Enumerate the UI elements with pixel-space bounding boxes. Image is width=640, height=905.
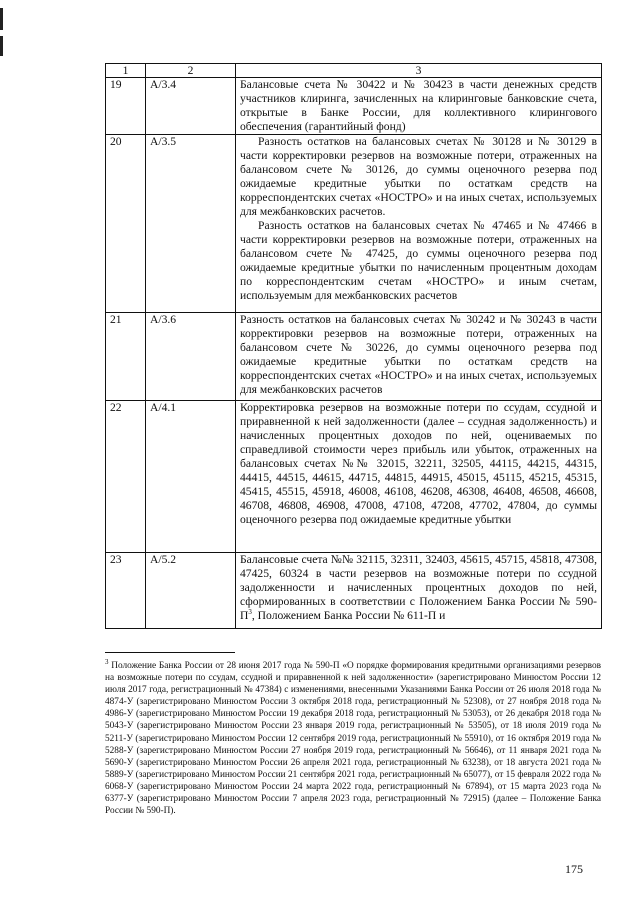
description-paragraph: Разность остатков на балансовых счетах № 30128 и № 30129 в части корректировки резервов на возможные потери, отраженных на балансовом счете № 30126, до суммы оценочного резерва под ожидаемые кредитные убытки по остаткам средств на корреспондентских счетах «НОСТРО» и на иных счетах, используемых для межбанковских расчетов. bbox=[240, 135, 597, 218]
description-paragraph: Разность остатков на балансовых счетах № 30242 и № 30243 в части корректировки резервов на возможные потери, отраженных на балансовом счете № 30226, до суммы оценочного резерва под ожидаемые кредитные убытки по остаткам средств на корреспондентских счетах «НОСТРО» и на иных счетах, используемых для межбанковских расчетов bbox=[240, 313, 597, 396]
row-number: 23 bbox=[106, 553, 146, 629]
column-header-description: 3 bbox=[236, 64, 602, 78]
row-number: 22 bbox=[106, 401, 146, 553]
row-description bbox=[236, 313, 602, 401]
table-row bbox=[106, 135, 602, 313]
table-row bbox=[106, 553, 602, 629]
column-header-number: 1 bbox=[106, 64, 146, 78]
row-number: 19 bbox=[106, 78, 146, 135]
row-description bbox=[236, 401, 602, 553]
description-paragraph: Балансовые счета № 30422 и № 30423 в части денежных средств участников клиринга, зачисленных на клиринговые банковские счета, открытые в Банке России, для коллективного клирингового обеспечения (гарантийный фонд) bbox=[240, 78, 597, 133]
table-row bbox=[106, 78, 602, 135]
footnote-ref[interactable]: 3 bbox=[248, 608, 252, 617]
footnote-text: Положение Банка России от 28 июня 2017 года № 590-П «О порядке формирования кредитными организациями резервов на возможные потери по ссудам, ссудной и приравненной к ней задолженности» (зарегистрировано Минюстом России 12 июля 2017 года, регистрационный № 47384) с изменениями, внесенными Указаниями Банка России от 26 июля 2018 года № 4874-У (зарегистрировано Минюстом России 3 октября 2018 года, регистрационный № 52308), от 27 ноября 2018 года № 4986-У (зарегистрировано Минюстом России 19 декабря 2018 года, регистрационный № 53053), от 26 декабря 2018 года № 5043-У (зарегистрировано Минюстом России 23 января 2019 года, регистрационный № 53505), от 18 июля 2019 года № 5211-У (зарегистрировано Минюстом России 12 сентября 2019 года, регистрационный № 55910), от 16 октября 2019 года № 5288-У (зарегистрировано Минюстом России 27 ноября 2019 года, регистрационный № 56646), от 11 января 2021 года № 5690-У (зарегистрировано Минюстом России 26 апреля 2021 года, регистрационный № 63238), от 18 августа 2021 года № 5889-У (зарегистрировано Минюстом России 21 сентября 2021 года, регистрационный № 65077), от 15 февраля 2022 года № 6068-У (зарегистрировано Минюстом России 24 марта 2022 года, регистрационный № 67894), от 15 марта 2023 года № 6377-У (зарегистрировано Минюстом России 7 апреля 2023 года, регистрационный № 72915) (далее – Положение Банка России № 590-П). bbox=[105, 661, 601, 817]
row-number: 21 bbox=[106, 313, 146, 401]
row-number: 20 bbox=[106, 135, 146, 313]
description-paragraph bbox=[240, 553, 597, 623]
column-header-code: 2 bbox=[146, 64, 236, 78]
scan-edge-mark bbox=[0, 36, 3, 56]
row-description bbox=[236, 553, 602, 629]
row-code: А/3.6 bbox=[146, 313, 236, 401]
table-row bbox=[106, 313, 602, 401]
row-description bbox=[236, 135, 602, 313]
description-paragraph: Разность остатков на балансовых счетах № 47465 и № 47466 в части корректировки резервов на возможные потери, отраженных на балансовом счете № 47425, до суммы оценочного резерва под ожидаемые кредитные убытки по начисленным процентным доходам по корреспондентским счетам «НОСТРО» и иным счетам, используемым для межбанковских расчетов bbox=[240, 219, 597, 302]
row-code: А/4.1 bbox=[146, 401, 236, 553]
row-description bbox=[236, 78, 602, 135]
description-text: Балансовые счета №№ 32115, 32311, 32403, 45615, 45715, 45818, 47308, 47425, 60324 в части резервов на возможные потери по ссудной задолженности и начисленных процентных доходов по ней, сформированных в соответствии с Положением Банка России № 590-П bbox=[240, 553, 597, 622]
description-paragraph: Корректировка резервов на возможные потери по ссудам, ссудной и приравненной к ней задолженности (далее – ссудная задолженность) и начисленных процентных доходов по ней, оцениваемых по справедливой стоимости через прибыль или убыток, отраженных на балансовых счетах №№ 32015, 32211, 32505, 44115, 44215, 44315, 44415, 44515, 44615, 44715, 44815, 44915, 45015, 45115, 45215, 45315, 45415, 45515, 45918, 46008, 46108, 46208, 46308, 46408, 46508, 46608, 46708, 46808, 46908, 47008, 47108, 47208, 47702, 47804, до суммы оценочного резерва под ожидаемые кредитные убытки bbox=[240, 401, 597, 526]
footnote bbox=[105, 657, 601, 817]
table-header-row bbox=[106, 64, 602, 78]
accounts-table bbox=[105, 63, 602, 629]
scan-edge-mark bbox=[0, 8, 3, 30]
footnote-marker: 3 bbox=[105, 657, 109, 666]
row-code: А/5.2 bbox=[146, 553, 236, 629]
table-row bbox=[106, 401, 602, 553]
description-text-tail: , Положением Банка России № 611-П и bbox=[251, 609, 446, 622]
row-code: А/3.5 bbox=[146, 135, 236, 313]
footnote-separator bbox=[105, 652, 235, 653]
page-number: 175 bbox=[565, 862, 583, 876]
row-code: А/3.4 bbox=[146, 78, 236, 135]
